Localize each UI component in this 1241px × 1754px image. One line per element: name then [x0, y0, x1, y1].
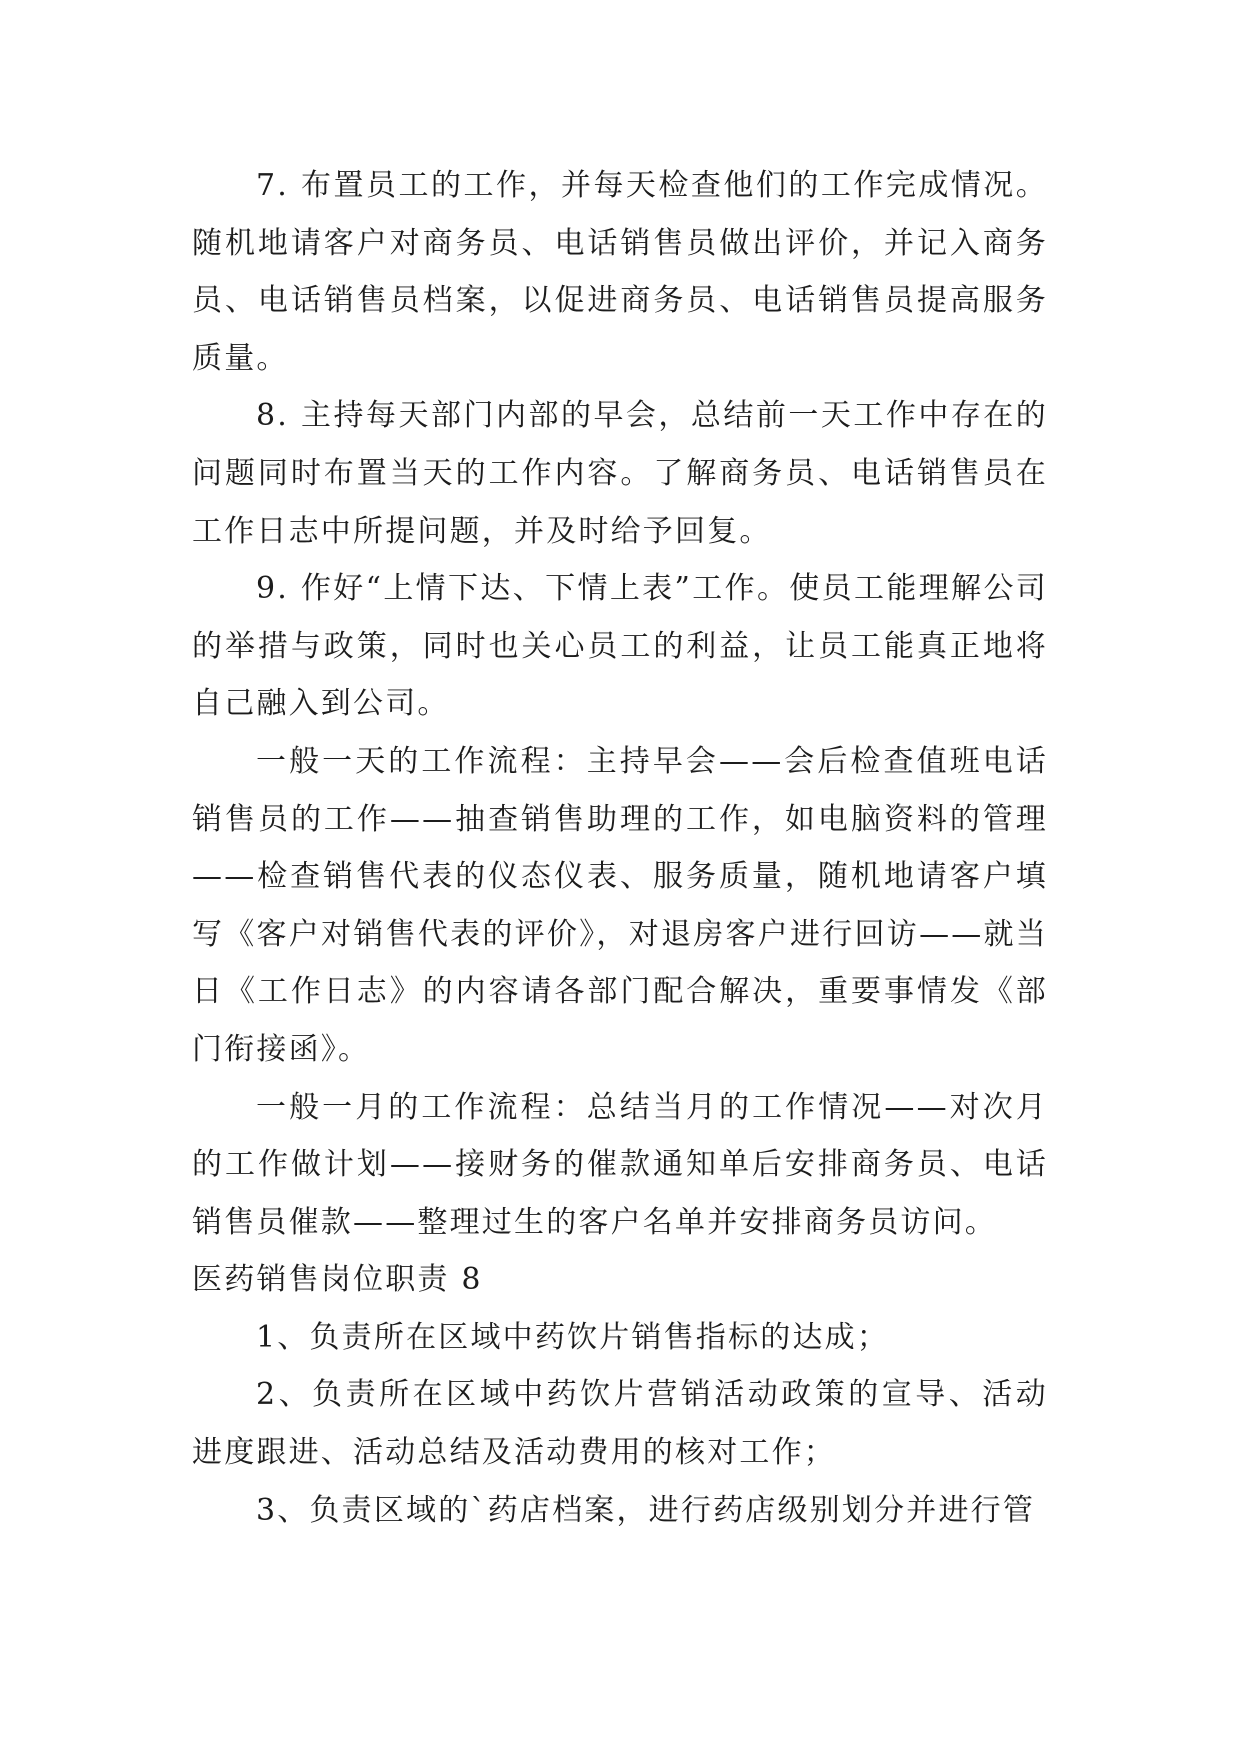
section-heading: 医药销售岗位职责 8 — [192, 1262, 483, 1298]
paragraph-item-9: 9. 作好“上情下达、下情上表”工作。使员工能理解公司的举措与政策，同时也关心员工的利益，让员工能真正地将自己融入到公司。 — [192, 571, 1048, 722]
duty-item-1: 1、负责所在区域中药饮片销售指标的达成； — [256, 1319, 890, 1355]
daily-workflow-paragraph: 一般一天的工作流程：主持早会——会后检查值班电话销售员的工作——抽查销售助理的工作，如电脑资料的管理——检查销售代表的仪态仪表、服务质量，随机地请客户填写《客户对销售代表的评价》，对退房客户进行回访——就当日《工作日志》的内容请各部门配合解决，重要事情发《部门衔接函》。 — [192, 743, 1048, 1067]
duty-item-3: 3、负责区域的`药店档案，进行药店级别划分并进行管 — [256, 1492, 1036, 1528]
paragraph-item-8: 8. 主持每天部门内部的早会，总结前一天工作中存在的问题同时布置当天的工作内容。了解商务员、电话销售员在工作日志中所提问题，并及时给予回复。 — [192, 398, 1048, 549]
monthly-workflow-paragraph: 一般一月的工作流程：总结当月的工作情况——对次月的工作做计划——接财务的催款通知单后安排商务员、电话销售员催款——整理过生的客户名单并安排商务员访问。 — [192, 1089, 1048, 1240]
duty-item-2: 2、负责所在区域中药饮片营销活动政策的宣导、活动进度跟进、活动总结及活动费用的核对工作； — [192, 1377, 1048, 1471]
document-body — [192, 157, 1048, 1539]
paragraph-item-7: 7. 布置员工的工作，并每天检查他们的工作完成情况。随机地请客户对商务员、电话销售员做出评价，并记入商务员、电话销售员档案，以促进商务员、电话销售员提高服务质量。 — [192, 168, 1048, 376]
